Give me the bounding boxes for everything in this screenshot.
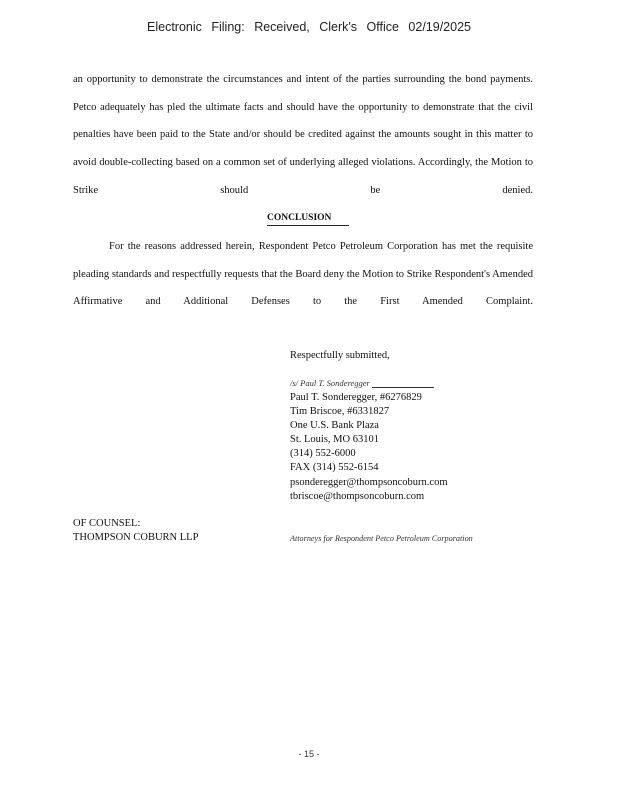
electronic-signature [290, 378, 470, 388]
argument-paragraph [73, 66, 533, 205]
email-1: psonderegger@thompsoncoburn.com [290, 476, 448, 488]
attorney-name-1: Paul T. Sonderegger, #6276829 [290, 392, 422, 403]
attorney-name-2: Tim Briscoe, #6331827 [290, 406, 390, 418]
signature-block [290, 391, 470, 504]
address-line-2: St. Louis, MO 63101 [290, 434, 379, 446]
closing-line: Respectfully submitted, [290, 350, 390, 361]
conclusion-heading: CONCLUSION [267, 212, 349, 226]
filing-header: Electronic Filing: Received, Clerk's Office 02/19/2025 [147, 20, 471, 34]
page-number: - 15 - [298, 749, 320, 759]
fax-number: FAX (314) 552-6154 [290, 462, 379, 474]
phone-number: (314) 552-6000 [290, 448, 356, 460]
law-firm-name: THOMPSON COBURN LLP [73, 532, 199, 543]
conclusion-paragraph [73, 233, 533, 316]
signature-underline [372, 387, 434, 388]
of-counsel [73, 517, 198, 545]
argument-paragraph-text: an opportunity to demonstrate the circumstances and intent of the parties surrounding the bond payments. Petco adequately has pled the ultimate facts and should have the opportunity to demonstrate that the civil penalties have been paid to the State and/or should be credited against the amounts sought in this matter to avoid double-collecting based on a common set of underlying alleged violations. Accordingly, the Motion to Strike should be denied. [73, 74, 533, 196]
email-2: tbriscoe@thompsoncoburn.com [290, 490, 425, 502]
address-line-1: One U.S. Bank Plaza [290, 420, 379, 432]
of-counsel-label: OF COUNSEL: [73, 518, 141, 529]
electronic-signature-text: /s/ Paul T. Sonderegger [290, 378, 370, 388]
conclusion-paragraph-text: For the reasons addressed herein, Respondent Petco Petroleum Corporation has met the requisite pleading standards and respectfully requests that the Board deny the Motion to Strike Respondent's Amended Affirmative and Additional Defenses to the First Amended Complaint. [73, 241, 533, 308]
attorneys-for: Attorneys for Respondent Petco Petroleum Corporation [290, 534, 473, 543]
